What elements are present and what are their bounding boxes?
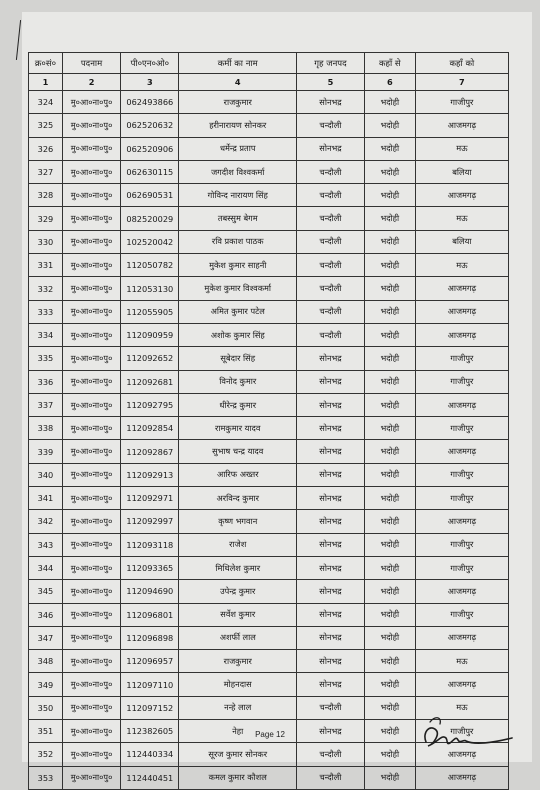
- cell-pno: 082520029: [121, 207, 179, 230]
- cell-from: भदोही: [364, 440, 415, 463]
- cell-home-district: चन्दौली: [297, 207, 365, 230]
- cell-from: भदोही: [364, 277, 415, 300]
- cell-from: भदोही: [364, 580, 415, 603]
- cell-designation: मु०आ०ना०पु०: [62, 696, 120, 719]
- cell-serial: 350: [29, 696, 63, 719]
- cell-name: सूबेदार सिंह: [179, 347, 297, 370]
- header-home-district: गृह जनपद: [297, 53, 365, 74]
- cell-designation: मु०आ०ना०पु०: [62, 114, 120, 137]
- table-row: [29, 91, 509, 114]
- cell-pno: 112092997: [121, 510, 179, 533]
- cell-serial: 330: [29, 230, 63, 253]
- cell-serial: 324: [29, 91, 63, 114]
- cell-home-district: सोनभद्र: [297, 417, 365, 440]
- cell-serial: 334: [29, 323, 63, 346]
- cell-from: भदोही: [364, 626, 415, 649]
- cell-from: भदोही: [364, 160, 415, 183]
- table-row: [29, 160, 509, 183]
- cell-name: अरविन्द कुमार: [179, 487, 297, 510]
- table-row: [29, 603, 509, 626]
- cell-name: मुकेश कुमार साहनी: [179, 254, 297, 277]
- table-body: [29, 91, 509, 790]
- cell-name: धीरेन्द्र कुमार: [179, 393, 297, 416]
- cell-home-district: सोनभद्र: [297, 533, 365, 556]
- column-number: 4: [179, 74, 297, 91]
- header-name: कर्मी का नाम: [179, 53, 297, 74]
- cell-designation: मु०आ०ना०पु०: [62, 487, 120, 510]
- cell-to: मऊ: [415, 137, 508, 160]
- cell-to: आजमगढ़: [415, 393, 508, 416]
- cell-pno: 112094690: [121, 580, 179, 603]
- cell-from: भदोही: [364, 673, 415, 696]
- cell-pno: 112092795: [121, 393, 179, 416]
- cell-serial: 346: [29, 603, 63, 626]
- cell-pno: 112092652: [121, 347, 179, 370]
- table-row: [29, 510, 509, 533]
- cell-to: आजमगढ़: [415, 510, 508, 533]
- table-row: [29, 673, 509, 696]
- cell-name: अमित कुमार पटेल: [179, 300, 297, 323]
- cell-serial: 337: [29, 393, 63, 416]
- cell-from: भदोही: [364, 347, 415, 370]
- cell-pno: 112092867: [121, 440, 179, 463]
- cell-to: गाजीपुर: [415, 720, 508, 743]
- table-row: [29, 626, 509, 649]
- cell-serial: 342: [29, 510, 63, 533]
- cell-home-district: चन्दौली: [297, 323, 365, 346]
- cell-name: तबस्सुम बेगम: [179, 207, 297, 230]
- column-number: 3: [121, 74, 179, 91]
- cell-name: अशोक कुमार सिंह: [179, 323, 297, 346]
- cell-home-district: सोनभद्र: [297, 720, 365, 743]
- cell-serial: 348: [29, 650, 63, 673]
- cell-serial: 347: [29, 626, 63, 649]
- cell-name: सुभाष चन्द्र यादव: [179, 440, 297, 463]
- cell-serial: 349: [29, 673, 63, 696]
- cell-to: आजमगढ़: [415, 626, 508, 649]
- cell-home-district: सोनभद्र: [297, 626, 365, 649]
- cell-to: आजमगढ़: [415, 114, 508, 137]
- cell-designation: मु०आ०ना०पु०: [62, 650, 120, 673]
- cell-to: गाजीपुर: [415, 417, 508, 440]
- cell-serial: 327: [29, 160, 63, 183]
- table-row: [29, 207, 509, 230]
- cell-home-district: चन्दौली: [297, 230, 365, 253]
- cell-to: आजमगढ़: [415, 743, 508, 766]
- column-number: 6: [364, 74, 415, 91]
- cell-serial: 326: [29, 137, 63, 160]
- cell-designation: मु०आ०ना०पु०: [62, 207, 120, 230]
- cell-pno: 112440451: [121, 766, 179, 789]
- cell-from: भदोही: [364, 114, 415, 137]
- cell-from: भदोही: [364, 207, 415, 230]
- column-number: 2: [62, 74, 120, 91]
- table-row: [29, 347, 509, 370]
- cell-designation: मु०आ०ना०पु०: [62, 254, 120, 277]
- cell-serial: 345: [29, 580, 63, 603]
- cell-pno: 062493866: [121, 91, 179, 114]
- cell-home-district: चन्दौली: [297, 254, 365, 277]
- cell-home-district: सोनभद्र: [297, 137, 365, 160]
- cell-name: कृष्ण भगवान: [179, 510, 297, 533]
- header-serial: क्र०सं०: [29, 53, 63, 74]
- cell-to: गाजीपुर: [415, 533, 508, 556]
- cell-name: विनोद कुमार: [179, 370, 297, 393]
- cell-pno: 112093118: [121, 533, 179, 556]
- page-number: Page 12: [255, 730, 285, 739]
- cell-pno: 062630115: [121, 160, 179, 183]
- cell-serial: 333: [29, 300, 63, 323]
- cell-designation: मु०आ०ना०पु०: [62, 440, 120, 463]
- cell-to: गाजीपुर: [415, 556, 508, 579]
- table-row: [29, 533, 509, 556]
- cell-home-district: चन्दौली: [297, 743, 365, 766]
- cell-name: राजकुमार: [179, 650, 297, 673]
- cell-designation: मु०आ०ना०पु०: [62, 417, 120, 440]
- cell-designation: मु०आ०ना०पु०: [62, 91, 120, 114]
- cell-home-district: सोनभद्र: [297, 603, 365, 626]
- cell-name: धर्मेन्द्र प्रताप: [179, 137, 297, 160]
- cell-pno: 112382605: [121, 720, 179, 743]
- header-to: कहाँ को: [415, 53, 508, 74]
- header-designation: पदनाम: [62, 53, 120, 74]
- cell-designation: मु०आ०ना०पु०: [62, 580, 120, 603]
- cell-serial: 352: [29, 743, 63, 766]
- cell-designation: मु०आ०ना०पु०: [62, 300, 120, 323]
- cell-home-district: सोनभद्र: [297, 510, 365, 533]
- cell-designation: मु०आ०ना०पु०: [62, 720, 120, 743]
- cell-to: आजमगढ़: [415, 766, 508, 789]
- cell-from: भदोही: [364, 230, 415, 253]
- header-pno: पी०एन०ओ०: [121, 53, 179, 74]
- cell-from: भदोही: [364, 137, 415, 160]
- cell-serial: 335: [29, 347, 63, 370]
- cell-home-district: चन्दौली: [297, 160, 365, 183]
- cell-designation: मु०आ०ना०पु०: [62, 277, 120, 300]
- cell-to: आजमगढ़: [415, 184, 508, 207]
- cell-designation: मु०आ०ना०पु०: [62, 323, 120, 346]
- cell-home-district: चन्दौली: [297, 114, 365, 137]
- cell-from: भदोही: [364, 696, 415, 719]
- cell-to: आजमगढ़: [415, 323, 508, 346]
- header-from: कहाँ से: [364, 53, 415, 74]
- cell-pno: 112096898: [121, 626, 179, 649]
- cell-home-district: सोनभद्र: [297, 580, 365, 603]
- table-row: [29, 137, 509, 160]
- table-row: [29, 417, 509, 440]
- table-row: [29, 114, 509, 137]
- table-row: [29, 230, 509, 253]
- cell-serial: 338: [29, 417, 63, 440]
- table-row: [29, 184, 509, 207]
- cell-name: उपेन्द्र कुमार: [179, 580, 297, 603]
- cell-designation: मु०आ०ना०पु०: [62, 533, 120, 556]
- cell-serial: 332: [29, 277, 63, 300]
- table-row: [29, 277, 509, 300]
- cell-home-district: सोनभद्र: [297, 370, 365, 393]
- cell-name: मोहनदास: [179, 673, 297, 696]
- cell-from: भदोही: [364, 556, 415, 579]
- cell-home-district: सोनभद्र: [297, 347, 365, 370]
- cell-designation: मु०आ०ना०पु०: [62, 510, 120, 533]
- cell-to: गाजीपुर: [415, 603, 508, 626]
- cell-name: हरीनारायण सोनकर: [179, 114, 297, 137]
- cell-to: गाजीपुर: [415, 463, 508, 486]
- table-row: [29, 300, 509, 323]
- cell-home-district: चन्दौली: [297, 277, 365, 300]
- cell-serial: 325: [29, 114, 63, 137]
- cell-pno: 062690531: [121, 184, 179, 207]
- cell-from: भदोही: [364, 184, 415, 207]
- cell-from: भदोही: [364, 393, 415, 416]
- cell-pno: 112097152: [121, 696, 179, 719]
- cell-from: भदोही: [364, 487, 415, 510]
- table-row: [29, 440, 509, 463]
- cell-serial: 339: [29, 440, 63, 463]
- cell-name: अशर्फी लाल: [179, 626, 297, 649]
- cell-pno: 112050782: [121, 254, 179, 277]
- cell-name: राजेश: [179, 533, 297, 556]
- cell-serial: 331: [29, 254, 63, 277]
- cell-from: भदोही: [364, 300, 415, 323]
- cell-serial: 341: [29, 487, 63, 510]
- signature: [412, 712, 522, 757]
- cell-from: भदोही: [364, 650, 415, 673]
- table-row: [29, 766, 509, 789]
- table-row: [29, 254, 509, 277]
- cell-from: भदोही: [364, 766, 415, 789]
- cell-designation: मु०आ०ना०पु०: [62, 603, 120, 626]
- cell-name: नेहा: [179, 720, 297, 743]
- cell-to: गाजीपुर: [415, 370, 508, 393]
- cell-designation: मु०आ०ना०पु०: [62, 160, 120, 183]
- cell-to: मऊ: [415, 650, 508, 673]
- cell-designation: मु०आ०ना०पु०: [62, 556, 120, 579]
- cell-from: भदोही: [364, 463, 415, 486]
- cell-home-district: सोनभद्र: [297, 440, 365, 463]
- cell-designation: मु०आ०ना०पु०: [62, 184, 120, 207]
- table-row: [29, 556, 509, 579]
- cell-pno: 102520042: [121, 230, 179, 253]
- column-number: 7: [415, 74, 508, 91]
- column-number: 1: [29, 74, 63, 91]
- cell-name: सूरज कुमार सोनकर: [179, 743, 297, 766]
- cell-home-district: चन्दौली: [297, 300, 365, 323]
- cell-to: गाजीपुर: [415, 487, 508, 510]
- header-row: [29, 53, 509, 74]
- cell-to: बलिया: [415, 230, 508, 253]
- table-row: [29, 393, 509, 416]
- transfer-table: [28, 52, 509, 790]
- cell-pno: 112093365: [121, 556, 179, 579]
- cell-home-district: सोनभद्र: [297, 556, 365, 579]
- cell-serial: 343: [29, 533, 63, 556]
- cell-serial: 344: [29, 556, 63, 579]
- cell-name: रामकुमार यादव: [179, 417, 297, 440]
- cell-from: भदोही: [364, 533, 415, 556]
- cell-home-district: सोनभद्र: [297, 91, 365, 114]
- cell-serial: 353: [29, 766, 63, 789]
- cell-to: मऊ: [415, 207, 508, 230]
- cell-pno: 112055905: [121, 300, 179, 323]
- cell-from: भदोही: [364, 743, 415, 766]
- table-row: [29, 580, 509, 603]
- cell-name: गोविन्द नारायण सिंह: [179, 184, 297, 207]
- cell-home-district: सोनभद्र: [297, 650, 365, 673]
- cell-to: मऊ: [415, 254, 508, 277]
- cell-designation: मु०आ०ना०पु०: [62, 137, 120, 160]
- cell-name: राजकुमार: [179, 91, 297, 114]
- cell-to: आजमगढ़: [415, 300, 508, 323]
- cell-pno: 112097110: [121, 673, 179, 696]
- cell-name: आरिफ अख्तर: [179, 463, 297, 486]
- table-row: [29, 323, 509, 346]
- cell-designation: मु०आ०ना०पु०: [62, 347, 120, 370]
- cell-pno: 112092971: [121, 487, 179, 510]
- cell-name: सर्वेश कुमार: [179, 603, 297, 626]
- cell-name: मुकेश कुमार विश्वकर्मा: [179, 277, 297, 300]
- cell-name: रवि प्रकाश पाठक: [179, 230, 297, 253]
- cell-pno: 112090959: [121, 323, 179, 346]
- cell-from: भदोही: [364, 323, 415, 346]
- cell-to: आजमगढ़: [415, 673, 508, 696]
- cell-name: नन्हे लाल: [179, 696, 297, 719]
- cell-from: भदोही: [364, 91, 415, 114]
- cell-designation: मु०आ०ना०पु०: [62, 393, 120, 416]
- cell-from: भदोही: [364, 720, 415, 743]
- table-row: [29, 487, 509, 510]
- cell-to: बलिया: [415, 160, 508, 183]
- cell-to: गाजीपुर: [415, 347, 508, 370]
- cell-to: गाजीपुर: [415, 91, 508, 114]
- cell-serial: 336: [29, 370, 63, 393]
- cell-to: मऊ: [415, 696, 508, 719]
- cell-from: भदोही: [364, 417, 415, 440]
- cell-to: आजमगढ़: [415, 440, 508, 463]
- cell-pno: 112092913: [121, 463, 179, 486]
- table-row: [29, 650, 509, 673]
- cell-designation: मु०आ०ना०पु०: [62, 626, 120, 649]
- cell-pno: 062520632: [121, 114, 179, 137]
- cell-serial: 351: [29, 720, 63, 743]
- cell-designation: मु०आ०ना०पु०: [62, 463, 120, 486]
- cell-pno: 112053130: [121, 277, 179, 300]
- cell-pno: 112440334: [121, 743, 179, 766]
- cell-designation: मु०आ०ना०पु०: [62, 370, 120, 393]
- cell-pno: 112096957: [121, 650, 179, 673]
- cell-home-district: सोनभद्र: [297, 673, 365, 696]
- cell-home-district: सोनभद्र: [297, 487, 365, 510]
- cell-pno: 112096801: [121, 603, 179, 626]
- column-number-row: [29, 74, 509, 91]
- cell-serial: 340: [29, 463, 63, 486]
- cell-designation: मु०आ०ना०पु०: [62, 673, 120, 696]
- cell-home-district: चन्दौली: [297, 184, 365, 207]
- cell-pno: 112092854: [121, 417, 179, 440]
- table-row: [29, 370, 509, 393]
- cell-from: भदोही: [364, 254, 415, 277]
- cell-designation: मु०आ०ना०पु०: [62, 766, 120, 789]
- cell-to: आजमगढ़: [415, 277, 508, 300]
- cell-serial: 329: [29, 207, 63, 230]
- cell-name: मिथिलेश कुमार: [179, 556, 297, 579]
- cell-home-district: चन्दौली: [297, 766, 365, 789]
- cell-home-district: सोनभद्र: [297, 463, 365, 486]
- cell-home-district: चन्दौली: [297, 696, 365, 719]
- cell-home-district: सोनभद्र: [297, 393, 365, 416]
- cell-name: कमल कुमार कौशल: [179, 766, 297, 789]
- cell-to: आजमगढ़: [415, 580, 508, 603]
- column-number: 5: [297, 74, 365, 91]
- cell-pno: 062520906: [121, 137, 179, 160]
- table-row: [29, 463, 509, 486]
- cell-from: भदोही: [364, 370, 415, 393]
- cell-designation: मु०आ०ना०पु०: [62, 743, 120, 766]
- cell-from: भदोही: [364, 603, 415, 626]
- cell-name: जगदीश विश्वकर्मा: [179, 160, 297, 183]
- cell-serial: 328: [29, 184, 63, 207]
- cell-pno: 112092681: [121, 370, 179, 393]
- cell-designation: मु०आ०ना०पु०: [62, 230, 120, 253]
- margin-line: [16, 20, 21, 60]
- cell-from: भदोही: [364, 510, 415, 533]
